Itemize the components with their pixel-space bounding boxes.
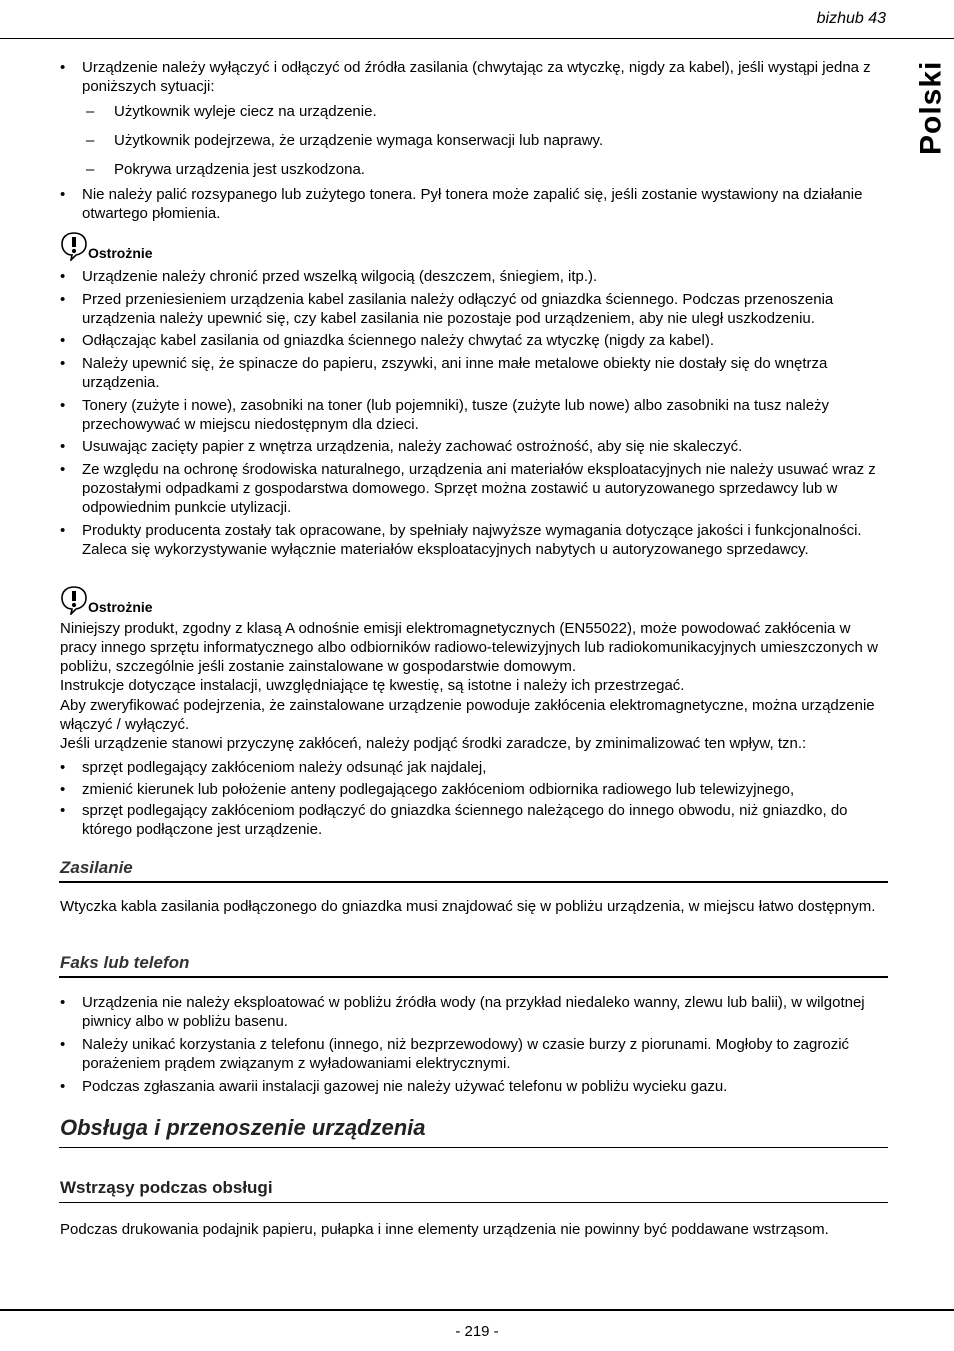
caution-label: Ostrożnie xyxy=(88,245,153,261)
list-item xyxy=(60,290,890,328)
list-item xyxy=(60,993,890,1031)
list-item xyxy=(60,437,890,456)
caution-icon xyxy=(60,231,88,261)
sub-list-item xyxy=(86,131,866,150)
language-tab: Polski xyxy=(914,60,948,156)
list-item-text: sprzęt podlegający zakłóceniom podłączyć do gniazdka ściennego należącego do innego obwodu, niż gniazdko, do którego podłączone jest urządzenie. xyxy=(82,802,848,838)
bullet-icon: • xyxy=(60,1036,66,1053)
section-rule xyxy=(59,976,888,978)
chapter-rule xyxy=(59,1147,888,1148)
paragraph: Niniejszy produkt, zgodny z klasą A odnośnie emisji elektromagnetycznych (EN55022), może powodować zakłócenia w pracy innego sprzętu informatycznego albo odbiorników radiowo-telewizyjnych lub radiokomunikacyjnych umieszczonych w pobliżu, szczególnie jeśli zostanie zainstalowane w gospodarstwie domowym. xyxy=(60,620,878,675)
list-item-text: sprzęt podlegający zakłóceniom należy odsunąć jak najdalej, xyxy=(82,759,487,776)
bullet-icon: • xyxy=(60,759,66,776)
sub-list-item-text: Użytkownik podejrzewa, że urządzenie wymaga konserwacji lub naprawy. xyxy=(114,132,604,149)
list-item xyxy=(60,185,890,223)
chapter-heading: Obsługa i przenoszenie urządzenia xyxy=(60,1115,426,1140)
list-item xyxy=(60,396,890,434)
bullet-icon: • xyxy=(60,59,66,76)
caution-icon xyxy=(60,585,88,615)
sub-list-item-text: Użytkownik wyleje ciecz na urządzenie. xyxy=(114,103,377,120)
header-rule xyxy=(0,38,954,39)
list-item-text: Ze względu na ochronę środowiska naturalnego, urządzenia ani materiałów eksploatacyjnych nie należy usuwać wraz z pozostałymi odpadkami z gospodarstwa domowego. Sprzęt można zostawić u autoryzowanego sprzedawcy lub w odpowiednim punkcie utylizacji. xyxy=(82,461,876,516)
list-item-text: Należy upewnić się, że spinacze do papieru, zszywki, ani inne małe metalowe obiekty nie dostały się do wnętrza urządzenia. xyxy=(82,355,828,391)
list-item-text: Tonery (zużyte i nowe), zasobniki na toner (lub pojemniki), tusze (zużyte lub nowe) albo zasobniki na tusz należy przechowywać w miejscu niedostępnym dla dzieci. xyxy=(82,397,830,433)
list-item xyxy=(60,267,890,286)
bullet-icon: • xyxy=(60,186,66,203)
bullet-icon: • xyxy=(60,397,66,414)
list-item-text: Urządzenia nie należy eksploatować w pobliżu źródła wody (na przykład niedaleko wanny, zlewu lub balii), w wilgotnej piwnicy albo w pobliżu basenu. xyxy=(82,994,865,1030)
list-item-text: Produkty producenta zostały tak opracowane, by spełniały najwyższe wymagania dotyczące jakości i funkcjonalności. Zaleca się wykorzystywanie wyłącznie materiałów eksploatacyjnych nabytych u autoryzowanego sprzedawcy. xyxy=(82,522,862,558)
paragraph: Instrukcje dotyczące instalacji, uwzględniające tę kwestię, są istotne i należy ich przestrzegać. xyxy=(60,677,685,694)
bullet-icon: • xyxy=(60,461,66,478)
caution-block-heading xyxy=(60,585,153,615)
sub-list-item xyxy=(86,102,866,121)
list-item xyxy=(60,1035,890,1073)
list-item xyxy=(60,801,890,839)
section-heading-zasilanie: Zasilanie xyxy=(60,858,133,877)
list-item xyxy=(60,758,890,777)
list-item-text: Przed przeniesieniem urządzenia kabel zasilania należy odłączyć od gniazdka ściennego. Podczas przenoszenia urządzenia należy upewnić się, czy kabel zasilania nie pozostaje pod urządzeniem, aby nie uległ uszkodzeniu. xyxy=(82,291,834,327)
section-heading-faks: Faks lub telefon xyxy=(60,953,190,972)
bullet-icon: • xyxy=(60,355,66,372)
caution-label: Ostrożnie xyxy=(88,599,153,615)
section-rule xyxy=(59,881,888,883)
dash-icon: – xyxy=(86,132,95,149)
subsection-rule xyxy=(59,1202,888,1203)
list-item-text: Nie należy palić rozsypanego lub zużytego tonera. Pył tonera może zapalić się, jeśli zostanie wystawiony na działanie otwartego płomienia. xyxy=(82,186,863,222)
bullet-icon: • xyxy=(60,781,66,798)
subsection-heading: Wstrząsy podczas obsługi xyxy=(60,1178,273,1197)
header-model: bizhub 43 xyxy=(816,10,886,27)
list-item-text: Urządzenie należy chronić przed wszelką wilgocią (deszczem, śniegiem, itp.). xyxy=(82,268,598,285)
list-item-text: Należy unikać korzystania z telefonu (innego, niż bezprzewodowy) w czasie burzy z piorunami. Mogłoby to zagrozić porażeniem prądem związanym z wyładowaniami elektrycznymi. xyxy=(82,1036,850,1072)
list-item-text: Urządzenie należy wyłączyć i odłączyć od źródła zasilania (chwytając za wtyczkę, nigdy za kabel), jeśli wystąpi jedna z poniższych sytuacji: xyxy=(82,59,871,95)
list-item xyxy=(60,331,890,350)
bullet-icon: • xyxy=(60,994,66,1011)
list-item xyxy=(60,521,890,559)
bullet-icon: • xyxy=(60,332,66,349)
list-item-text: Odłączając kabel zasilania od gniazdka ściennego należy chwytać za wtyczkę (nigdy za kabel). xyxy=(82,332,714,349)
list-item xyxy=(60,460,890,517)
list-item xyxy=(60,58,890,96)
paragraph: Jeśli urządzenie stanowi przyczynę zakłóceń, należy podjąć środki zaradcze, by zminimalizować ten wpływ, tzn.: xyxy=(60,735,807,752)
bullet-icon: • xyxy=(60,438,66,455)
sub-list-item-text: Pokrywa urządzenia jest uszkodzona. xyxy=(114,161,365,178)
page-number: - 219 - xyxy=(455,1323,499,1340)
list-item xyxy=(60,354,890,392)
footer-rule xyxy=(0,1309,954,1311)
paragraph: Podczas drukowania podajnik papieru, pułapka i inne elementy urządzenia nie powinny być poddawane wstrząsom. xyxy=(60,1221,829,1238)
list-item xyxy=(60,780,890,799)
list-item-text: zmienić kierunek lub położenie anteny podlegającego zakłóceniom odbiornika radiowego lub telewizyjnego, xyxy=(82,781,795,798)
bullet-icon: • xyxy=(60,802,66,819)
list-item-text: Podczas zgłaszania awarii instalacji gazowej nie należy używać telefonu w pobliżu wycieku gazu. xyxy=(82,1078,728,1095)
dash-icon: – xyxy=(86,103,95,120)
bullet-icon: • xyxy=(60,268,66,285)
caution-block-heading xyxy=(60,231,153,261)
dash-icon: – xyxy=(86,161,95,178)
sub-list-item xyxy=(86,160,866,179)
bullet-icon: • xyxy=(60,1078,66,1095)
paragraph: Aby zweryfikować podejrzenia, że zainstalowane urządzenie powoduje zakłócenia elektromagnetyczne, można urządzenie włączyć / wyłączyć. xyxy=(60,697,875,733)
list-item xyxy=(60,1077,890,1096)
bullet-icon: • xyxy=(60,291,66,308)
list-item-text: Usuwając zacięty papier z wnętrza urządzenia, należy zachować ostrożność, aby się nie skaleczyć. xyxy=(82,438,743,455)
paragraph: Wtyczka kabla zasilania podłączonego do gniazdka musi znajdować się w pobliżu urządzenia, w miejscu łatwo dostępnym. xyxy=(60,898,876,915)
bullet-icon: • xyxy=(60,522,66,539)
